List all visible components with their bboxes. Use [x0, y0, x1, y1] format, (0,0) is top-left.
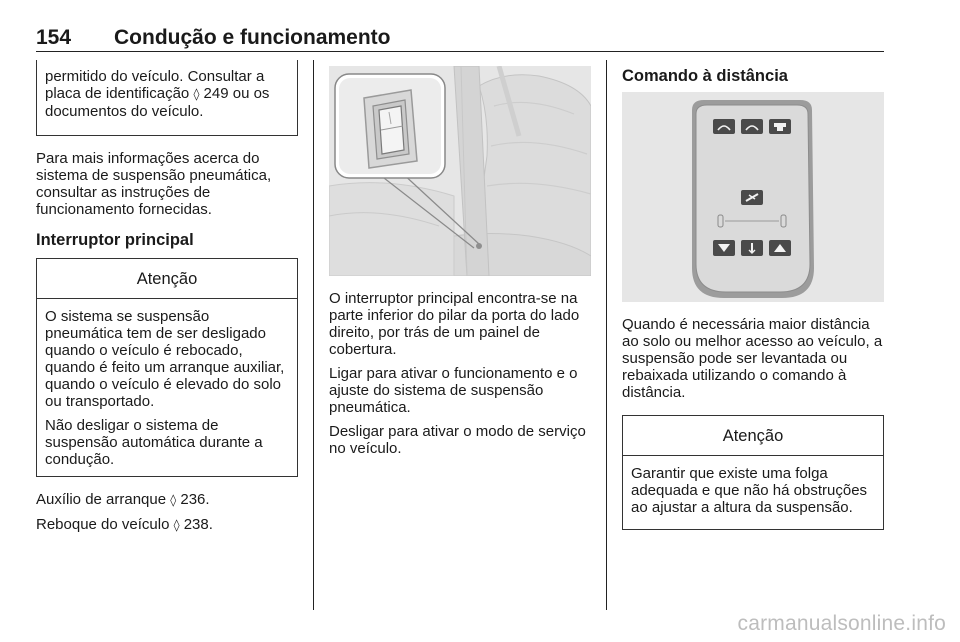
remote-control-paragraph: Quando é necessária maior distância ao solo ou melhor acesso ao veículo, a suspensão pode ser levantada ou rebaixada utilizando o comando à distância. [622, 316, 883, 401]
switch-on-paragraph: Ligar para ativar o funcionamento e o ajuste do sistema de suspensão pneumática. [329, 365, 578, 416]
chapter-title: Condução e funcionamento [114, 26, 391, 49]
continued-note-text: permitido do veículo. Consultar a placa de identificação [45, 68, 265, 102]
watermark: carmanualsonline.info [737, 612, 946, 635]
switch-location-paragraph: O interruptor principal encontra-se na parte inferior do pilar da porta do lado direito, por trás de um painel de cobertura. [329, 290, 580, 358]
remote-control-illustration [622, 92, 884, 302]
continued-note-ref: 249 ou os documentos do veículo. [45, 85, 270, 120]
jump-start-label: Auxílio de arranque [36, 491, 167, 508]
remote-control-drawing [622, 92, 884, 302]
page-ref-arrow-icon: ◊ [170, 493, 177, 507]
page-ref-arrow-icon: ◊ [193, 87, 200, 101]
warning-title: Atenção [623, 416, 883, 456]
warning-body [623, 456, 883, 529]
jump-start-page: 236. [176, 491, 210, 508]
page-header [36, 26, 884, 52]
continued-note-box [36, 60, 298, 136]
column-left [36, 60, 298, 541]
column-divider-1 [313, 60, 314, 610]
warning-paragraph-1: O sistema se suspensão pneumática tem de ser desligado quando o veículo é rebocado, quando é feito um arranque auxiliar, quando o veículo é elevado do solo ou transportado. [45, 308, 285, 410]
jump-start-reference [36, 491, 298, 509]
towing-label: Reboque do veículo [36, 516, 170, 533]
warning-box-remote [622, 415, 884, 530]
towing-reference [36, 516, 298, 534]
more-info-paragraph: Para mais informações acerca do sistema de suspensão pneumática, consultar as instruções de funcionamento fornecidas. [36, 150, 272, 218]
header-rule [36, 51, 884, 52]
switch-off-paragraph: Desligar para ativar o modo de serviço no veículo. [329, 423, 586, 457]
remote-control-heading: Comando à distância [622, 67, 788, 85]
warning-box-main-switch [36, 258, 298, 477]
warning-paragraph-2: Não desligar o sistema de suspensão automática durante a condução. [45, 417, 263, 468]
page-number: 154 [36, 26, 72, 49]
warning-body [37, 299, 297, 476]
column-divider-2 [606, 60, 607, 610]
door-pillar-switch-illustration [329, 66, 591, 276]
towing-page: 238. [179, 516, 213, 533]
column-right [622, 66, 884, 544]
column-middle [329, 66, 591, 464]
main-switch-illustration [329, 66, 591, 274]
page-ref-arrow-icon: ◊ [173, 518, 180, 532]
warning-paragraph-1: Garantir que existe uma folga adequada e que não há obstruções ao ajustar a altura da suspensão. [631, 465, 868, 516]
main-switch-heading: Interruptor principal [36, 231, 194, 249]
warning-title: Atenção [37, 259, 297, 299]
